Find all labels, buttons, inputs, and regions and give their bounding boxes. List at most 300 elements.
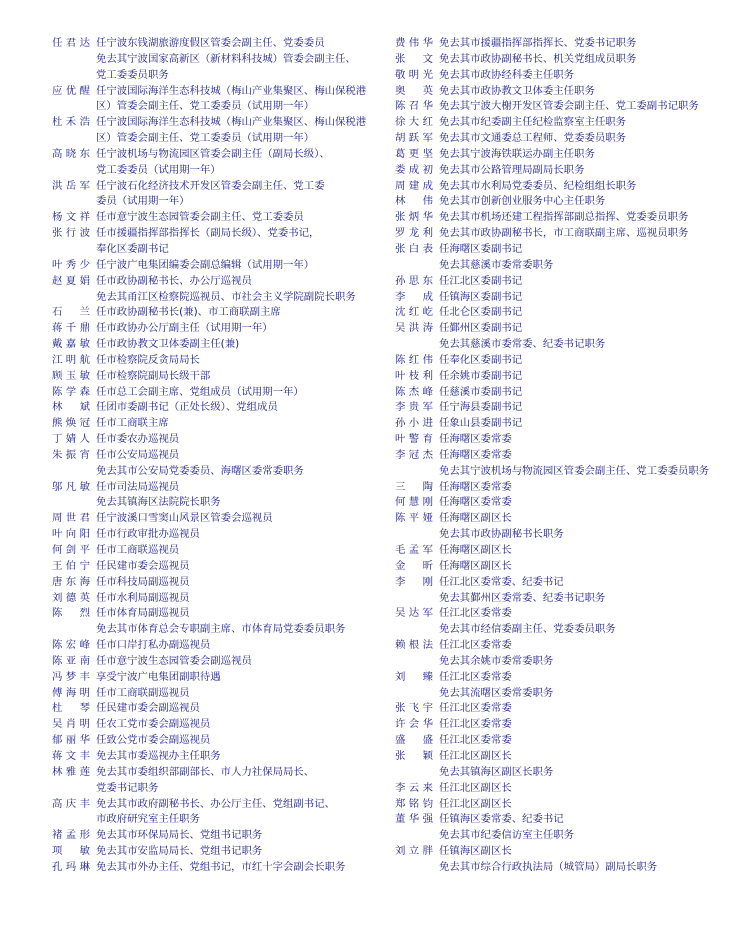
appointment-details <box>90 210 387 226</box>
appointment-line: 任海曙区委常委 <box>439 433 512 446</box>
personnel-entry <box>395 797 740 813</box>
right-column <box>395 36 740 876</box>
appointment-line: 市政府研究室主任职务 <box>96 813 200 826</box>
person-name: 刘 臻 <box>395 670 433 683</box>
appointment-line: 免去其甬江区检察院巡视员、市社会主义学院副院长职务 <box>96 290 356 303</box>
appointment-line: 党委书记职务 <box>96 781 159 794</box>
person-name: 高晓东 <box>52 147 90 160</box>
personnel-entry <box>52 36 387 84</box>
person-name: 唐东海 <box>52 575 90 588</box>
personnel-entry <box>395 369 740 385</box>
person-name: 叶枝利 <box>395 369 433 382</box>
personnel-entry <box>52 321 387 337</box>
appointment-details <box>433 321 740 353</box>
person-name: 许会华 <box>395 718 433 731</box>
appointment-details <box>433 797 740 813</box>
person-name: 蒋文丰 <box>52 749 90 762</box>
personnel-entry <box>395 242 740 274</box>
appointment-details <box>90 591 387 607</box>
appointment-line: 免去其市纪委信访室主任职务 <box>439 829 575 842</box>
personnel-entry <box>52 511 387 527</box>
appointment-details <box>90 115 387 147</box>
person-name: 熊焕冠 <box>52 417 90 430</box>
person-name: 陈 烈 <box>52 607 90 620</box>
appointment-line: 任宁波机场与物流园区管委会副主任（副局长级）、 <box>96 147 330 160</box>
appointment-details <box>433 274 740 290</box>
appointment-line: 任宁波溪口雪窦山风景区管委会巡视员 <box>96 512 273 525</box>
person-name: 奥 英 <box>395 84 433 97</box>
personnel-entry <box>395 163 740 179</box>
person-name: 任君达 <box>52 37 90 49</box>
appointment-line: 免去其市环保局局长、党组书记职务 <box>96 829 263 842</box>
appointment-line: 任宁波国际海洋生态科技城（梅山产业集聚区、梅山保税港 <box>96 84 367 97</box>
appointment-details <box>433 717 740 733</box>
appointment-line: 免去其宁波大榭开发区管委会副主任、党工委副书记职务 <box>439 100 699 113</box>
person-name: 冯梦丰 <box>52 670 90 683</box>
appointment-details <box>433 416 740 432</box>
appointment-line: 任市工商联巡视员 <box>96 544 180 556</box>
appointment-line: 任宁海县委副书记 <box>439 401 523 414</box>
person-name: 李 成 <box>395 290 433 303</box>
personnel-entry <box>52 226 387 258</box>
appointment-line: 任市政协副秘书长(兼)、市工商联副主席 <box>96 306 281 319</box>
personnel-entry <box>395 733 740 749</box>
appointment-details <box>90 147 387 179</box>
appointment-details <box>90 670 387 686</box>
appointment-line: 任鄞州区委副书记 <box>439 322 523 335</box>
personnel-entry <box>52 274 387 306</box>
appointment-details <box>90 606 387 638</box>
person-name: 孙思东 <box>395 274 433 287</box>
personnel-entry <box>52 670 387 686</box>
person-name: 林 伟 <box>395 195 433 208</box>
appointment-line: 免去其市经信委副主任、党委委员职务 <box>439 623 616 636</box>
appointment-line: 任北仑区委副书记 <box>439 306 523 319</box>
appointment-line: 任镇海区副区长 <box>439 845 512 858</box>
appointment-details <box>433 781 740 797</box>
appointment-details <box>433 242 740 274</box>
person-name: 刘德英 <box>52 591 90 604</box>
appointment-details <box>433 131 740 147</box>
appointment-line: 任江北区委常委 <box>439 702 512 715</box>
appointment-details <box>90 480 387 512</box>
appointment-line: 任海曙区副区长 <box>439 512 512 525</box>
appointment-details <box>433 701 740 717</box>
appointment-line: 免去其慈溪市委常委职务 <box>439 258 554 271</box>
appointment-details <box>433 432 740 448</box>
appointment-line: 任民建市委会副巡视员 <box>96 702 200 715</box>
personnel-entry <box>52 559 387 575</box>
personnel-entry <box>395 179 740 195</box>
person-name: 盛 盛 <box>395 734 433 747</box>
appointment-line: 委员（试用期一年） <box>96 195 190 208</box>
personnel-entry <box>395 749 740 781</box>
personnel-entry <box>52 797 387 829</box>
personnel-entry <box>395 84 740 100</box>
appointment-details <box>433 575 740 607</box>
appointment-details <box>433 353 740 369</box>
appointment-line: 免去其市综合行政执法局（城管局）副局长职务 <box>439 860 658 873</box>
personnel-entry <box>52 575 387 591</box>
appointment-line: 免去其宁波海铁联运办副主任职务 <box>439 147 595 160</box>
personnel-entry <box>52 591 387 607</box>
person-name: 罗龙利 <box>395 227 433 240</box>
left-column <box>52 36 387 876</box>
personnel-entry <box>395 416 740 432</box>
appointment-details <box>433 52 740 68</box>
person-name: 沈红屹 <box>395 306 433 319</box>
appointment-details <box>433 733 740 749</box>
personnel-entry <box>52 765 387 797</box>
personnel-entry <box>395 147 740 163</box>
appointment-line: 任宁波石化经济技术开发区管委会副主任、党工委 <box>96 179 325 192</box>
personnel-entry <box>395 432 740 448</box>
person-name: 郑铭钧 <box>395 797 433 810</box>
appointment-details <box>433 400 740 416</box>
appointment-line: 任江北区委常委 <box>439 718 512 731</box>
appointment-line: 任海曙区副区长 <box>439 559 512 572</box>
person-name: 杜 琴 <box>52 702 90 715</box>
appointment-details <box>433 638 740 670</box>
personnel-entry <box>52 432 387 448</box>
person-name: 孔玛琳 <box>52 860 90 873</box>
person-name: 叶秀少 <box>52 258 90 271</box>
appointment-details <box>433 495 740 511</box>
person-name: 郁丽华 <box>52 734 90 747</box>
appointment-details <box>90 797 387 829</box>
appointment-line: 任慈溪市委副书记 <box>439 385 523 398</box>
appointment-line: 免去其镇海区副区长职务 <box>439 765 554 778</box>
appointment-line: 任民建市委会巡视员 <box>96 559 190 572</box>
personnel-entry <box>395 448 740 480</box>
appointment-line: 任市口岸打私办副巡视员 <box>96 639 211 652</box>
personnel-entry <box>52 353 387 369</box>
appointment-details <box>90 258 387 274</box>
appointment-details <box>90 765 387 797</box>
personnel-entry <box>395 36 740 52</box>
appointment-line: 任江北区委常委 <box>439 670 512 683</box>
appointment-details <box>90 321 387 337</box>
appointment-line: 任海曙区副区长 <box>439 544 512 556</box>
personnel-entry <box>52 416 387 432</box>
appointment-line: 任江北区副区长 <box>439 797 512 810</box>
appointment-line: 任市司法局巡视员 <box>96 480 180 493</box>
personnel-entry <box>52 860 387 876</box>
personnel-entry <box>52 527 387 543</box>
personnel-entry <box>395 131 740 147</box>
appointment-details <box>90 179 387 211</box>
appointment-line: 免去其市委组织部副部长、市人力社保局局长、 <box>96 765 315 778</box>
appointment-line: 免去其市政协副秘书长职务 <box>439 528 564 541</box>
appointment-line: 免去其宁波国家高新区（新材料科技城）管委会副主任、 <box>96 52 356 65</box>
person-name: 赖根法 <box>395 639 433 652</box>
appointment-details <box>433 606 740 638</box>
person-name: 陈宏峰 <box>52 639 90 652</box>
appointment-line: 任市工商联主席 <box>96 417 169 430</box>
appointment-line: 任团市委副书记（正处长级）、党组成员 <box>96 401 278 414</box>
person-name: 董华强 <box>395 813 433 826</box>
person-name: 张炳华 <box>395 211 433 224</box>
personnel-entry <box>52 385 387 401</box>
appointment-line: 任宁波广电集团编委会副总编辑（试用期一年） <box>96 258 315 271</box>
appointment-details <box>433 543 740 559</box>
personnel-entry <box>52 400 387 416</box>
person-name: 朱振宵 <box>52 448 90 461</box>
appointment-details <box>433 305 740 321</box>
person-name: 张行波 <box>52 227 90 240</box>
personnel-entry <box>395 781 740 797</box>
appointment-details <box>90 638 387 654</box>
personnel-entry <box>52 638 387 654</box>
personnel-entry <box>52 480 387 512</box>
appointment-line: 免去其市创新创业服务中心主任职务 <box>439 195 606 208</box>
personnel-entry <box>395 115 740 131</box>
person-name: 何慧刚 <box>395 496 433 509</box>
person-name: 周建成 <box>395 179 433 192</box>
person-name: 李 刚 <box>395 575 433 588</box>
appointment-details <box>90 432 387 448</box>
appointment-line: 免去其市公安局党委委员、海曙区委常委职务 <box>96 464 304 477</box>
appointment-line: 免去其鄞州区委常委、纪委书记职务 <box>439 591 606 604</box>
person-name: 陈平娅 <box>395 512 433 525</box>
personnel-entry <box>395 400 740 416</box>
appointment-details <box>433 812 740 844</box>
appointment-line: 党工委委员（试用期一年） <box>96 163 221 176</box>
person-name: 刘立胖 <box>395 845 433 858</box>
appointment-line: 免去其市政协教文卫体委主任职务 <box>439 84 595 97</box>
appointment-line: 免去其市政协副秘书长、机关党组成员职务 <box>439 52 637 65</box>
appointment-line: 任市公安局巡视员 <box>96 448 180 461</box>
appointment-line: 任致公党市委会副巡视员 <box>96 734 211 747</box>
appointment-details <box>433 749 740 781</box>
appointment-line: 免去其流曙区委常委职务 <box>439 686 554 699</box>
appointment-line: 区）管委会副主任、党工委委员（试用期一年） <box>96 132 315 145</box>
personnel-entry <box>52 686 387 702</box>
person-name: 李冠杰 <box>395 448 433 461</box>
appointment-details <box>90 369 387 385</box>
appointment-line: 免去其宁波机场与物流园区管委会副主任、党工委委员职务 <box>439 464 710 477</box>
personnel-entry <box>395 321 740 353</box>
appointment-details <box>90 400 387 416</box>
appointment-details <box>90 385 387 401</box>
appointment-details <box>433 99 740 115</box>
appointment-details <box>90 36 387 84</box>
person-name: 杜禾浩 <box>52 116 90 129</box>
appointment-details <box>433 369 740 385</box>
personnel-entry <box>395 68 740 84</box>
person-name: 吴洪涛 <box>395 322 433 335</box>
personnel-entry <box>52 210 387 226</box>
appointment-details <box>433 480 740 496</box>
personnel-entry <box>52 654 387 670</box>
appointment-line: 任市政协副秘书长、办公厅巡视员 <box>96 274 252 287</box>
appointment-details <box>433 559 740 575</box>
appointment-line: 区）管委会副主任、党工委委员（试用期一年） <box>96 100 315 113</box>
person-name: 丁婧人 <box>52 433 90 446</box>
appointment-details <box>90 511 387 527</box>
person-name: 吴达军 <box>395 607 433 620</box>
appointment-line: 任江北区副区长 <box>439 781 512 794</box>
personnel-entry <box>395 210 740 226</box>
person-name: 林雅莲 <box>52 765 90 778</box>
person-name: 张 颖 <box>395 749 433 762</box>
person-name: 叶警育 <box>395 433 433 446</box>
person-name: 高庆丰 <box>52 797 90 810</box>
personnel-entry <box>52 606 387 638</box>
personnel-entry <box>52 543 387 559</box>
personnel-entry <box>395 305 740 321</box>
personnel-entry <box>395 495 740 511</box>
personnel-entry <box>52 733 387 749</box>
person-name: 陈红伟 <box>395 353 433 366</box>
personnel-entry <box>395 511 740 543</box>
appointment-line: 任象山县委副书记 <box>439 417 523 430</box>
appointment-details <box>433 226 740 242</box>
appointment-line: 免去其市委巡视办主任职务 <box>96 749 221 762</box>
personnel-entry <box>395 480 740 496</box>
appointment-line: 免去其市援疆指挥部指挥长、党委书记职务 <box>439 37 637 49</box>
person-name: 江明航 <box>52 353 90 366</box>
personnel-entry <box>395 274 740 290</box>
personnel-entry <box>395 559 740 575</box>
person-name: 何剑平 <box>52 544 90 556</box>
appointment-line: 免去其市公路管理局副局长职务 <box>439 163 585 176</box>
appointment-details <box>433 290 740 306</box>
personnel-entry <box>52 337 387 353</box>
appointment-details <box>90 416 387 432</box>
appointment-details <box>90 686 387 702</box>
appointment-line: 任市总工会副主席、党组成员（试用期一年） <box>96 385 304 398</box>
personnel-entry <box>52 701 387 717</box>
person-name: 敬明光 <box>395 68 433 81</box>
person-name: 孙小进 <box>395 417 433 430</box>
personnel-entry <box>52 828 387 844</box>
personnel-entry <box>395 99 740 115</box>
appointment-details <box>433 385 740 401</box>
person-name: 应优醒 <box>52 84 90 97</box>
appointment-details <box>90 448 387 480</box>
appointment-details <box>433 194 740 210</box>
appointment-details <box>90 860 387 876</box>
person-name: 陈杰峰 <box>395 385 433 398</box>
appointment-line: 免去其市外办主任、党组书记，市红十字会副会长职务 <box>96 860 346 873</box>
person-name: 张 文 <box>395 52 433 65</box>
appointment-details <box>90 749 387 765</box>
personnel-entry <box>395 701 740 717</box>
personnel-entry <box>395 290 740 306</box>
personnel-entry <box>395 385 740 401</box>
person-name: 陈召华 <box>395 100 433 113</box>
person-name: 戴嘉敏 <box>52 338 90 351</box>
personnel-entry <box>52 258 387 274</box>
appointment-line: 免去其市政协副秘书长，市工商联副主席、巡视员职务 <box>439 227 689 240</box>
person-name: 三 陶 <box>395 480 433 493</box>
appointment-line: 任海曙区委常委 <box>439 480 512 493</box>
appointment-details <box>90 337 387 353</box>
appointment-line: 任镇海区委常委、纪委书记 <box>439 813 564 826</box>
personnel-entry <box>395 606 740 638</box>
appointment-line: 任江北区委常委、纪委书记 <box>439 575 564 588</box>
personnel-entry <box>395 638 740 670</box>
person-name: 徐大红 <box>395 116 433 129</box>
appointment-details <box>90 274 387 306</box>
personnel-entry <box>395 812 740 844</box>
appointment-line: 任宁波东钱湖旅游度假区管委会副主任、党委委员 <box>96 37 325 49</box>
appointment-details <box>433 210 740 226</box>
person-name: 吴肖明 <box>52 718 90 731</box>
appointment-details <box>433 511 740 543</box>
appointment-line: 任江北区委常委 <box>439 607 512 620</box>
appointment-line: 享受宁波广电集团副职待遇 <box>96 670 221 683</box>
appointment-line: 免去其慈溪市委常委、纪委书记职务 <box>439 338 606 351</box>
appointment-details <box>90 527 387 543</box>
personnel-entry <box>395 670 740 702</box>
appointment-details <box>433 670 740 702</box>
appointment-line: 任市意宁波生态园管委会副主任、党工委委员 <box>96 211 304 224</box>
appointment-line: 任宁波国际海洋生态科技城（梅山产业集聚区、梅山保税港 <box>96 116 367 129</box>
appointment-details <box>433 448 740 480</box>
appointment-line: 任市检察院反贪局局长 <box>96 353 200 366</box>
personnel-entry <box>52 84 387 116</box>
person-name: 葛更坚 <box>395 147 433 160</box>
appointment-line: 任市援疆指挥部指挥长（副局长级）、党委书记， <box>96 227 320 240</box>
appointment-line: 任市水利局副巡视员 <box>96 591 190 604</box>
person-name: 娄成初 <box>395 163 433 176</box>
appointment-details <box>90 84 387 116</box>
appointment-line: 任市委农办巡视员 <box>96 433 180 446</box>
appointment-line: 任江北区副区长 <box>439 749 512 762</box>
person-name: 胡跃军 <box>395 132 433 145</box>
personnel-entry <box>52 147 387 179</box>
appointment-line: 任江北区委常委 <box>439 639 512 652</box>
appointment-line: 任市政协教文卫体委副主任(兼) <box>96 338 240 351</box>
person-name: 毛孟军 <box>395 544 433 556</box>
person-name: 林 斌 <box>52 401 90 414</box>
appointment-line: 任江北区委常委 <box>439 734 512 747</box>
personnel-entry <box>395 194 740 210</box>
appointment-line: 奉化区委副书记 <box>96 242 169 255</box>
appointment-details <box>90 353 387 369</box>
appointment-line: 任市意宁波生态园管委会副巡视员 <box>96 654 252 667</box>
person-name: 李贵军 <box>395 401 433 414</box>
personnel-entry <box>395 717 740 733</box>
personnel-entry <box>395 52 740 68</box>
person-name: 王伯宁 <box>52 559 90 572</box>
personnel-entry <box>395 543 740 559</box>
appointment-line: 任市政协办公厅副主任（试用期一年） <box>96 322 273 335</box>
person-name: 邬凡敏 <box>52 480 90 493</box>
person-name: 洪岳军 <box>52 179 90 192</box>
appointment-line: 任余姚市委副书记 <box>439 369 523 382</box>
personnel-entry <box>52 448 387 480</box>
person-name: 蒋千鼎 <box>52 322 90 335</box>
appointment-details <box>90 828 387 844</box>
personnel-entry <box>52 179 387 211</box>
person-name: 李云来 <box>395 781 433 794</box>
personnel-entry <box>395 226 740 242</box>
appointment-details <box>433 147 740 163</box>
appointment-details <box>433 844 740 876</box>
person-name: 顾玉敏 <box>52 369 90 382</box>
person-name: 张白表 <box>395 242 433 255</box>
appointment-details <box>433 179 740 195</box>
appointment-line: 任奉化区委副书记 <box>439 353 523 366</box>
appointment-details <box>90 543 387 559</box>
appointment-line: 任市科技局副巡视员 <box>96 575 190 588</box>
appointment-line: 任市工商联副巡视员 <box>96 686 190 699</box>
appointment-line: 免去其市水利局党委委员、纪检组组长职务 <box>439 179 637 192</box>
person-name: 杨文祥 <box>52 211 90 224</box>
